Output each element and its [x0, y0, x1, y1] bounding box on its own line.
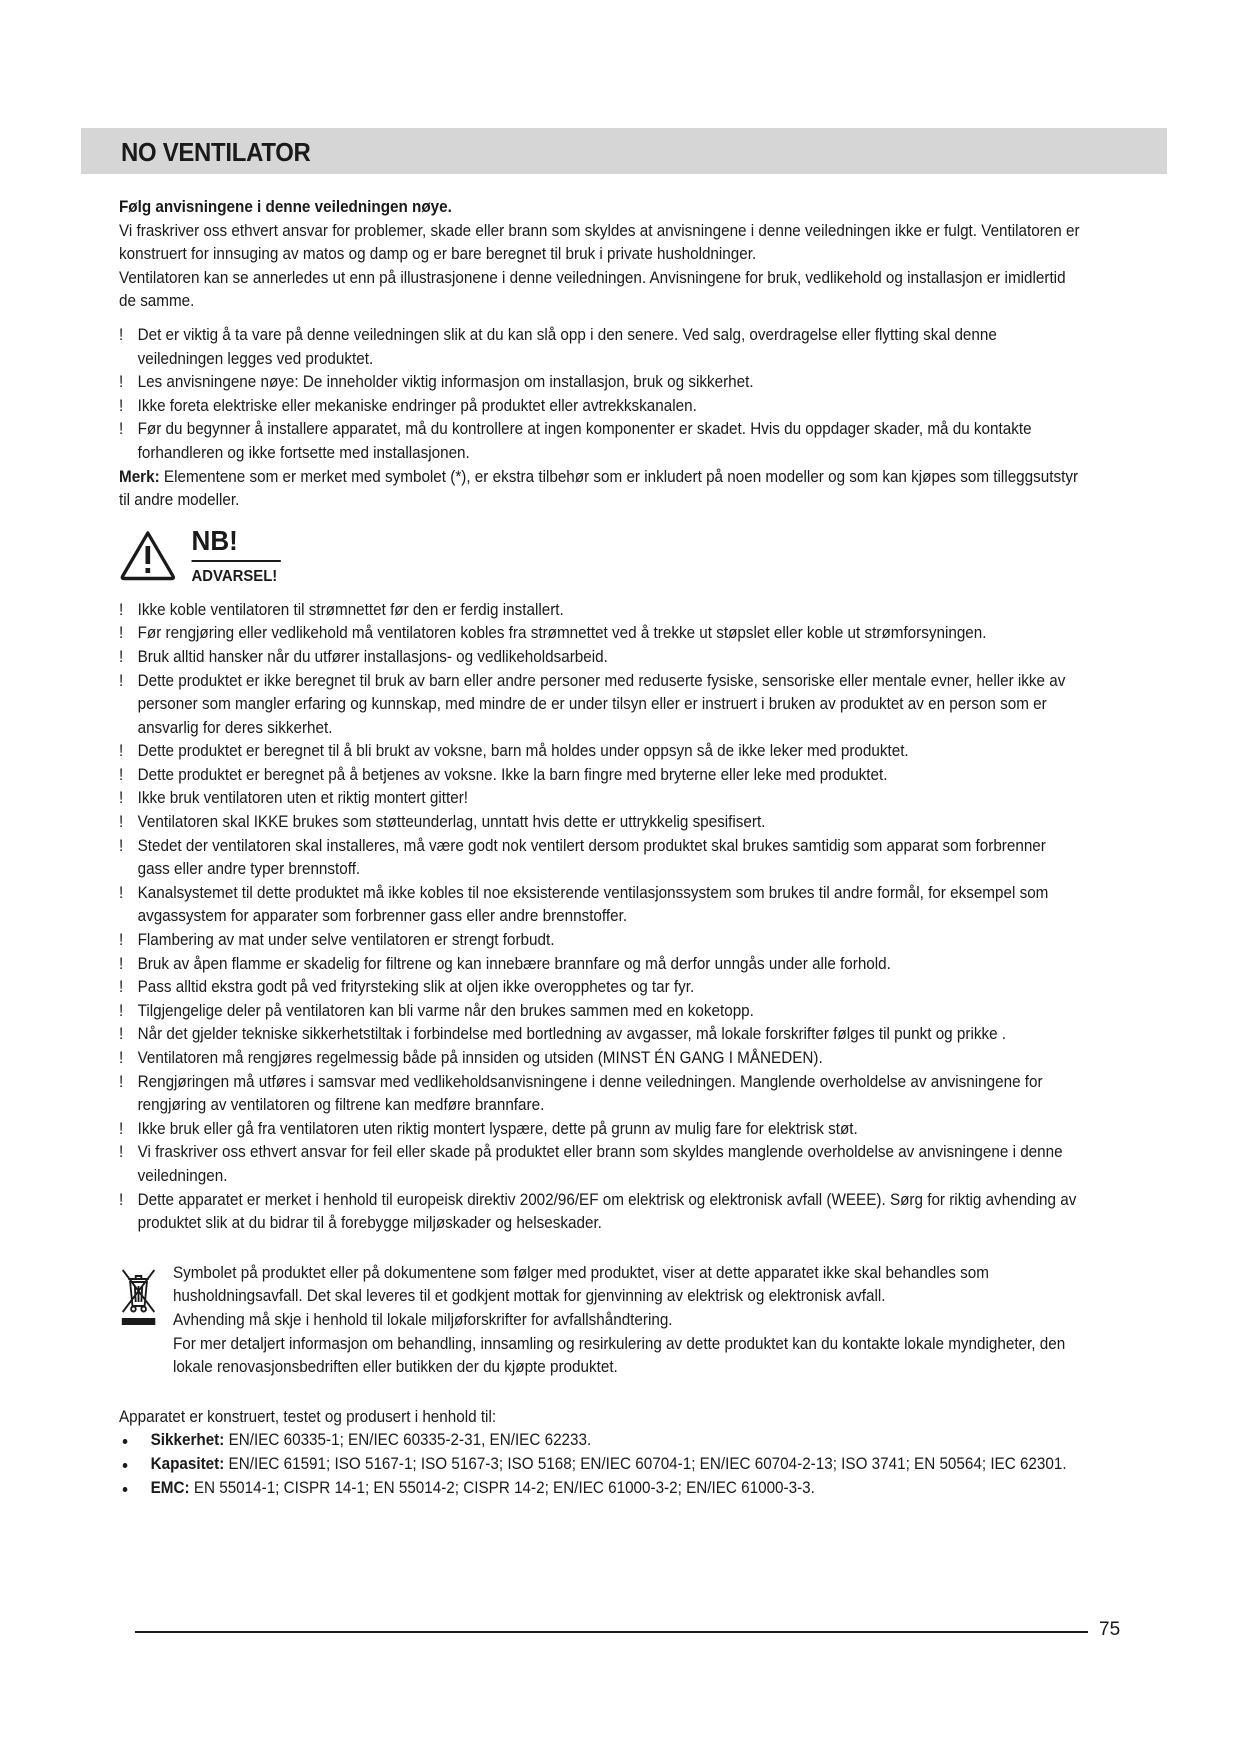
weee-section	[119, 1262, 1082, 1380]
warning-text: Ikke bruk eller gå fra ventilatoren uten riktig montert lyspære, dette på grunn av mulig fare for elektrisk støt.	[137, 1119, 858, 1138]
weee-text: Avhending må skje i henhold til lokale miljøforskrifter for avfallshåndtering.	[172, 1310, 673, 1329]
exclamation-mark: !	[119, 978, 124, 997]
exclamation-mark: !	[119, 1049, 124, 1067]
warning-text: Flambering av mat under selve ventilatoren er strengt forbudt.	[137, 931, 555, 950]
exclamation-mark: !	[119, 1025, 124, 1044]
section-title: NO VENTILATOR	[121, 137, 311, 167]
exclamation-mark: !	[119, 836, 124, 855]
list-item	[119, 1023, 1082, 1047]
list-item	[119, 811, 1082, 835]
list-item	[119, 764, 1082, 788]
exclamation-mark: !	[119, 1190, 124, 1209]
conformity-section	[119, 1406, 1082, 1500]
note-text: Det er viktig å ta vare på denne veiledningen slik at du kan slå opp i den senere. Ved salg, overdragelse eller flytting skal denne veiledningen legges ved produktet.	[137, 325, 997, 368]
warning-text: Dette produktet er beregnet på å betjenes av voksne. Ikke la barn fingre med bryterne eller leke med produktet.	[137, 765, 888, 784]
note-text: Før du begynner å installere apparatet, må du kontrollere at ingen komponenter er skadet. Hvis du oppdager skader, må du kontakte forhandleren og ikke fortsette med installasjonen.	[137, 420, 1032, 462]
exclamation-mark: !	[119, 931, 124, 950]
exclamation-mark: !	[119, 373, 124, 392]
warning-text: Bruk av åpen flamme er skadelig for filtrene og kan innebære brannfare og må derfor unngås under alle forhold.	[137, 954, 891, 973]
standard-label: Kapasitet:	[150, 1454, 225, 1473]
standard-value: EN/IEC 60335-1; EN/IEC 60335-2-31, EN/IEC 62233.	[224, 1431, 592, 1450]
warning-text: Tilgjengelige deler på ventilatoren kan bli varme når den brukes sammen med en koketopp.	[137, 1001, 754, 1020]
list-item	[119, 395, 1082, 419]
bullet	[123, 1487, 128, 1492]
exclamation-mark: !	[119, 325, 124, 344]
nb-title: NB!	[191, 524, 238, 556]
warning-text: Før rengjøring eller vedlikehold må ventilatoren kobles fra strømnettet ved å trekke ut støpslet eller koble ut strømforsyningen.	[137, 624, 987, 643]
list-item	[119, 371, 1082, 395]
exclamation-mark: !	[119, 765, 124, 784]
exclamation-mark: !	[119, 624, 124, 643]
footer-rule	[135, 1631, 1088, 1633]
list-item	[119, 835, 1082, 882]
intro-paragraph: Ventilatoren kan se annerledes ut enn på illustrasjonene i denne veiledningen. Anvisningene for bruk, vedlikehold og installasjon er imidlertid de samme.	[119, 268, 1066, 311]
list-item	[119, 882, 1082, 929]
exclamation-mark: !	[119, 420, 124, 439]
note-text: Les anvisningene nøye: De inneholder viktig informasjon om installasjon, bruk og sikkerhet.	[137, 373, 754, 392]
list-item	[119, 1047, 1082, 1071]
standard-label: Sikkerhet:	[150, 1431, 225, 1450]
list-item	[119, 740, 1082, 764]
weee-text: Symbolet på produktet eller på dokumentene som følger med produktet, viser at dette apparatet ikke skal behandles som husholdningsavfall. Det skal leveres til et godkjent mottak for gjenvinning av elektrisk og elektronisk avfall.	[172, 1263, 989, 1306]
warning-text: Ventilatoren må rengjøres regelmessig både på innsiden og utsiden (MINST ÉN GANG I MÅNEDEN).	[137, 1049, 823, 1067]
merk-label: Merk:	[119, 467, 160, 486]
warning-triangle-icon	[119, 529, 177, 581]
warning-text: Når det gjelder tekniske sikkerhetstiltak i forbindelse med bortledning av avgasser, må lokale forskrifter følges til punkt og prikke .	[137, 1025, 1007, 1044]
nb-underline	[192, 560, 281, 562]
section-header	[81, 128, 1167, 174]
notes-list	[119, 324, 1082, 466]
page-content	[119, 196, 1082, 1500]
exclamation-mark: !	[119, 742, 124, 761]
warning-text: Dette produktet er beregnet til å bli brukt av voksne, barn må holdes under oppsyn så de ikke leker med produktet.	[137, 742, 909, 761]
exclamation-mark: !	[119, 647, 124, 666]
note-text: Ikke foreta elektriske eller mekaniske endringer på produktet eller avtrekkskanalen.	[137, 396, 697, 415]
intro-paragraph: Vi fraskriver oss ethvert ansvar for problemer, skade eller brann som skyldes at anvisningene i denne veiledningen ikke er fulgt. Ventilatoren er konstruert for innsuging av matos og damp og er bare beregnet til bruk i private husholdninger.	[119, 221, 1080, 264]
crossed-out-bin-icon	[120, 1266, 157, 1326]
standard-value: EN/IEC 61591; ISO 5167-1; ISO 5167-3; ISO 5168; EN/IEC 60704-1; EN/IEC 60704-2-13; ISO 3741; EN 50564; IEC 62301.	[224, 1454, 1067, 1473]
list-item	[119, 1141, 1082, 1188]
exclamation-mark: !	[119, 813, 124, 832]
intro-heading: Følg anvisningene i denne veiledningen nøye.	[119, 198, 452, 216]
warning-text: Ikke koble ventilatoren til strømnettet før den er ferdig installert.	[137, 600, 564, 619]
merk-note	[119, 466, 1082, 513]
list-item	[119, 324, 1082, 371]
exclamation-mark: !	[119, 671, 124, 690]
warning-text: Stedet der ventilatoren skal installeres, må være godt nok ventilert dersom produktet skal brukes samtidig som apparat som forbrenner gass eller andre typer brennstoff.	[137, 836, 1046, 879]
list-item	[119, 418, 1082, 465]
list-item	[119, 622, 1082, 646]
warning-text: Pass alltid ekstra godt på ved frityrsteking slik at oljen ikke overopphetes og tar fyr.	[137, 978, 695, 997]
warning-text: Dette produktet er ikke beregnet til bruk av barn eller andre personer med reduserte fysiske, sensoriske eller mentale evner, heller ikke av personer som mangler erfaring og kunnskap, med mindre de er under tilsyn eller er instruert i bruken av produktet av en person som er ansvarlig for deres sikkerhet.	[137, 671, 1066, 737]
list-item	[119, 670, 1082, 741]
warning-text: Bruk alltid hansker når du utfører installasjons- og vedlikeholdsarbeid.	[137, 647, 608, 666]
warning-heading	[119, 519, 1082, 589]
bullet	[123, 1463, 128, 1468]
nb-subtitle: ADVARSEL!	[191, 567, 278, 585]
weee-text: For mer detaljert informasjon om behandling, innsamling og resirkulering av dette produktet kan du kontakte lokale myndigheter, den lokale renovasjonsbedriften eller butikken der du kjøpte produktet.	[172, 1334, 1066, 1377]
exclamation-mark: !	[119, 954, 124, 973]
exclamation-mark: !	[119, 1119, 124, 1138]
list-item	[119, 1071, 1082, 1118]
page-number: 75	[1099, 1619, 1121, 1640]
warning-text: Rengjøringen må utføres i samsvar med vedlikeholdsanvisningene i denne veiledningen. Manglende overholdelse av anvisningene for rengjøring av ventilatoren og filtrene kan medføre brannfare.	[137, 1072, 1043, 1115]
list-item	[119, 1000, 1082, 1024]
exclamation-mark: !	[119, 1143, 124, 1162]
standard-value: EN 55014-1; CISPR 14-1; EN 55014-2; CISPR 14-2; EN/IEC 61000-3-2; EN/IEC 61000-3-3.	[189, 1478, 815, 1497]
warning-text: Vi fraskriver oss ethvert ansvar for feil eller skade på produktet eller brann som skyldes manglende overholdelse av anvisningene i denne veiledningen.	[137, 1143, 1063, 1185]
exclamation-mark: !	[119, 1001, 124, 1020]
list-item	[119, 599, 1082, 623]
warnings-list	[119, 599, 1082, 1236]
warning-text: Ventilatoren skal IKKE brukes som støtteunderlag, unntatt hvis dette er uttrykkelig spesifisert.	[137, 813, 766, 832]
list-item	[119, 929, 1082, 953]
list-item	[119, 1429, 1082, 1453]
standard-label: EMC:	[150, 1478, 190, 1497]
exclamation-mark: !	[119, 789, 124, 808]
list-item	[119, 1477, 1082, 1501]
list-item	[119, 976, 1082, 1000]
exclamation-mark: !	[119, 1072, 124, 1091]
conformity-intro: Apparatet er konstruert, testet og produsert i henhold til:	[119, 1407, 497, 1426]
list-item	[119, 1189, 1082, 1236]
exclamation-mark: !	[119, 396, 124, 415]
merk-text: Elementene som er merket med symbolet (*), er ekstra tilbehør som er inkludert på noen modeller og som kan kjøpes som tilleggsutstyr til andre modeller.	[119, 467, 1079, 510]
exclamation-mark: !	[119, 883, 124, 902]
warning-text: Kanalsystemet til dette produktet må ikke kobles til noe eksisterende ventilasjonssystem som brukes til andre formål, for eksempel som avgassystem for apparater som forbrenner gass eller andre brennstoffer.	[137, 883, 1049, 926]
exclamation-mark: !	[119, 600, 124, 619]
list-item	[119, 787, 1082, 811]
list-item	[119, 1453, 1082, 1477]
list-item	[119, 1118, 1082, 1142]
warning-text: Ikke bruk ventilatoren uten et riktig montert gitter!	[137, 789, 469, 808]
conformity-list	[119, 1429, 1082, 1500]
list-item	[119, 953, 1082, 977]
warning-text: Dette apparatet er merket i henhold til europeisk direktiv 2002/96/EF om elektrisk og elektronisk avfall (WEEE). Sørg for riktig avhending av produktet slik at du bidrar til å forebygge miljøskader og helseskader.	[137, 1190, 1077, 1233]
list-item	[119, 646, 1082, 670]
bullet	[123, 1439, 128, 1444]
